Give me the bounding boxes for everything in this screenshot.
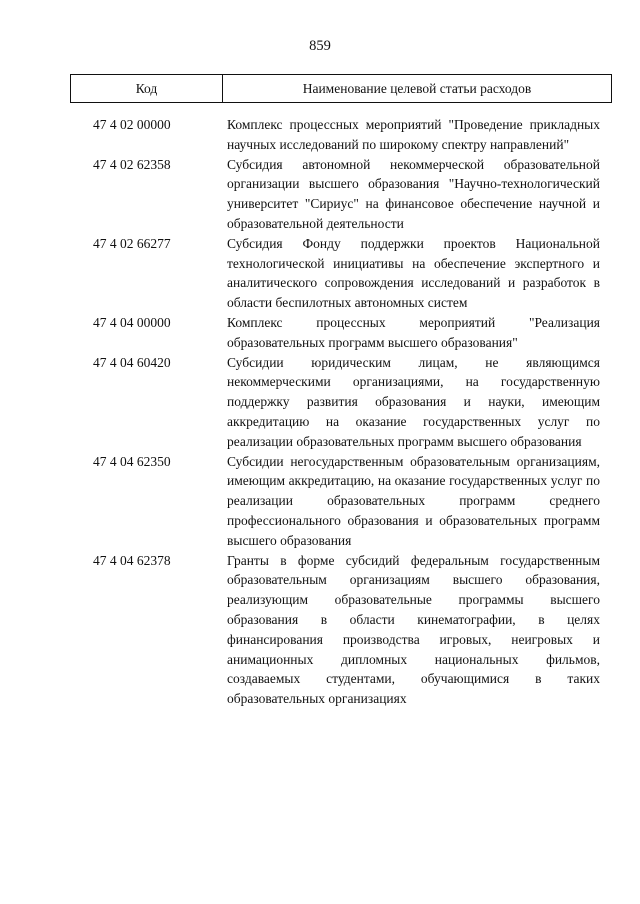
header-name: Наименование целевой статьи расходов	[302, 80, 532, 96]
table-row	[70, 313, 612, 353]
row-name: Гранты в форме субсидий федеральным государственным образовательным организациям высшего образования, реализующим образовательные программы высшего образования в области кинематографии, в целях финансирования производства игровых, неигровых и анимационных дипломных национальных фильмов, создаваемых студентами, обучающимися в таких образовательных организациях	[227, 552, 600, 707]
row-code: 47 4 02 66277	[93, 235, 171, 251]
row-name: Субсидии негосударственным образовательным организациям, имеющим аккредитацию, на оказание государственных услуг по реализации образовательных программ среднего профессионального образования и образовательных программ высшего образования	[227, 453, 600, 548]
row-name: Субсидия Фонду поддержки проектов Национальной технологической инициативы на обеспечение экспертного и аналитического сопровождения исследований и разработок в области беспилотных автономных систем	[227, 235, 600, 311]
table-row	[70, 234, 612, 313]
table-body	[70, 115, 612, 709]
table-header	[70, 74, 612, 103]
table-row	[70, 551, 612, 709]
row-code: 47 4 04 62378	[93, 552, 171, 568]
row-code: 47 4 04 00000	[93, 314, 171, 330]
table-row	[70, 452, 612, 551]
row-name: Субсидии юридическим лицам, не являющимся некоммерческими организациями, на государственную поддержку развития образования и науки, имеющим аккредитацию на оказание государственных услуг по реализации образовательных программ высшего образования	[227, 354, 600, 449]
page-number: 859	[309, 38, 331, 54]
table-row	[70, 155, 612, 234]
row-code: 47 4 02 62358	[93, 156, 171, 172]
table-row	[70, 115, 612, 155]
row-code: 47 4 02 00000	[93, 117, 171, 132]
row-code: 47 4 04 62350	[93, 453, 171, 469]
header-code: Код	[71, 75, 223, 102]
table-row	[70, 353, 612, 452]
row-code: 47 4 04 60420	[93, 354, 171, 370]
row-name: Комплекс процессных мероприятий "Реализация образовательных программ высшего образования"	[227, 314, 600, 350]
row-name: Комплекс процессных мероприятий "Проведение прикладных научных исследований по широкому спектру направлений"	[227, 117, 600, 152]
row-name: Субсидия автономной некоммерческой образовательной организации высшего образования "Научно-технологический университет "Сириус" на финансовое обеспечение научной и образовательной деятельности	[227, 156, 600, 231]
